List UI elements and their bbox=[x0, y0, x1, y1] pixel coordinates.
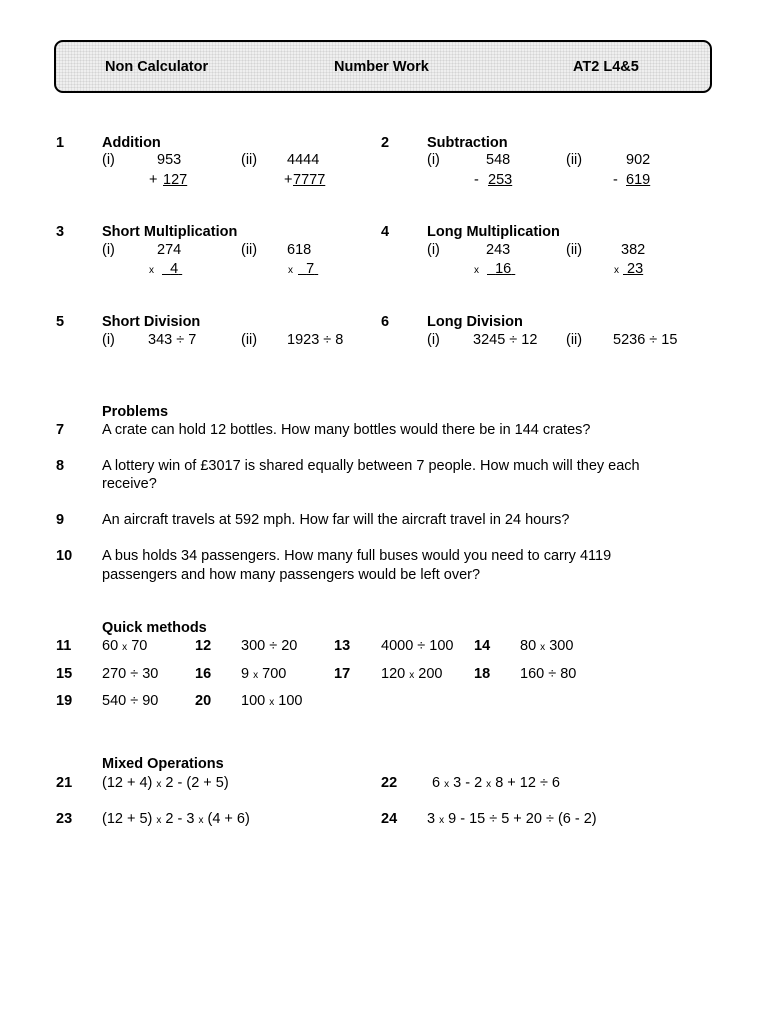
question-number: 2 bbox=[381, 135, 390, 151]
question-number: 5 bbox=[56, 314, 65, 330]
mixed-expr: (12 + 5) x 2 - 3 x (4 + 6) bbox=[102, 811, 250, 827]
part-i-label: (i) bbox=[427, 152, 440, 168]
question-number: 1 bbox=[56, 135, 65, 151]
quick-expr: 100 x 100 bbox=[241, 693, 303, 709]
part-ii-op: - bbox=[613, 172, 618, 188]
part-ii-label: (ii) bbox=[241, 152, 258, 168]
question-title: Long Division bbox=[427, 314, 523, 330]
part-ii-expr: 5236 ÷ 15 bbox=[613, 332, 678, 348]
question-number: 8 bbox=[56, 458, 65, 474]
problem-text-line2: passengers and how many passengers would be left over? bbox=[102, 567, 481, 583]
question-number: 7 bbox=[56, 422, 65, 438]
question-number: 20 bbox=[195, 693, 212, 709]
question-number: 13 bbox=[334, 638, 351, 654]
mixed-expr: 3 x 9 - 15 ÷ 5 + 20 ÷ (6 - 2) bbox=[427, 811, 597, 827]
problem-text: A crate can hold 12 bottles. How many bottles would there be in 144 crates? bbox=[102, 422, 591, 438]
header-center: Number Work bbox=[334, 59, 429, 75]
header-right: AT2 L4&5 bbox=[573, 59, 639, 75]
problem-text: An aircraft travels at 592 mph. How far will the aircraft travel in 24 hours? bbox=[102, 512, 570, 528]
problem-text-line1: A bus holds 34 passengers. How many full buses would you need to carry 4119 bbox=[102, 548, 612, 564]
quick-expr: 60 x 70 bbox=[102, 638, 148, 654]
part-i-bottom: 127 bbox=[163, 172, 188, 188]
part-ii-top: 902 bbox=[626, 152, 651, 168]
question-title: Short Division bbox=[102, 314, 201, 330]
mixed-expr: (12 + 4) x 2 - (2 + 5) bbox=[102, 775, 229, 791]
part-i-bottom: 4 bbox=[170, 261, 179, 277]
question-number: 24 bbox=[381, 811, 398, 827]
section-title: Quick methods bbox=[102, 620, 207, 636]
part-i-op: x bbox=[149, 265, 154, 276]
question-number: 21 bbox=[56, 775, 73, 791]
question-number: 19 bbox=[56, 693, 73, 709]
part-i-top: 274 bbox=[157, 242, 182, 258]
part-i-label: (i) bbox=[102, 242, 115, 258]
part-i-top: 243 bbox=[486, 242, 511, 258]
question-title: Addition bbox=[102, 135, 161, 151]
quick-expr: 4000 ÷ 100 bbox=[381, 638, 454, 654]
part-i-label: (i) bbox=[427, 332, 440, 348]
question-number: 14 bbox=[474, 638, 491, 654]
question-number: 17 bbox=[334, 666, 351, 682]
question-title: Short Multiplication bbox=[102, 224, 238, 240]
part-i-expr: 343 ÷ 7 bbox=[148, 332, 197, 348]
mixed-expr: 6 x 3 - 2 x 8 + 12 ÷ 6 bbox=[432, 775, 560, 791]
section-title: Problems bbox=[102, 404, 169, 420]
question-number: 10 bbox=[56, 548, 73, 564]
part-ii-label: (ii) bbox=[241, 242, 258, 258]
part-i-bottom: 253 bbox=[488, 172, 513, 188]
question-number: 23 bbox=[56, 811, 73, 827]
section-title: Mixed Operations bbox=[102, 756, 224, 772]
quick-expr: 9 x 700 bbox=[241, 666, 287, 682]
question-number: 12 bbox=[195, 638, 212, 654]
part-ii-bottom: 619 bbox=[626, 172, 651, 188]
question-number: 3 bbox=[56, 224, 65, 240]
header-box bbox=[54, 40, 712, 93]
quick-expr: 120 x 200 bbox=[381, 666, 443, 682]
part-i-label: (i) bbox=[427, 242, 440, 258]
part-ii-op: + bbox=[284, 172, 293, 188]
quick-expr: 270 ÷ 30 bbox=[102, 666, 159, 682]
question-title: Long Multiplication bbox=[427, 224, 560, 240]
part-ii-expr: 1923 ÷ 8 bbox=[287, 332, 344, 348]
problem-text-line1: A lottery win of £3017 is shared equally between 7 people. How much will they each bbox=[102, 458, 640, 474]
part-i-label: (i) bbox=[102, 332, 115, 348]
part-ii-bottom: 23 bbox=[627, 261, 644, 277]
part-i-expr: 3245 ÷ 12 bbox=[473, 332, 538, 348]
part-ii-top: 382 bbox=[621, 242, 646, 258]
part-i-op: - bbox=[474, 172, 479, 188]
question-title: Subtraction bbox=[427, 135, 508, 151]
question-number: 22 bbox=[381, 775, 398, 791]
question-number: 6 bbox=[381, 314, 390, 330]
quick-expr: 160 ÷ 80 bbox=[520, 666, 577, 682]
problem-text-line2: receive? bbox=[102, 476, 157, 492]
part-i-label: (i) bbox=[102, 152, 115, 168]
question-number: 9 bbox=[56, 512, 65, 528]
question-number: 4 bbox=[381, 224, 390, 240]
part-ii-label: (ii) bbox=[566, 242, 583, 258]
part-i-bottom: 16 bbox=[495, 261, 512, 277]
question-number: 11 bbox=[56, 638, 72, 654]
part-ii-label: (ii) bbox=[566, 332, 583, 348]
part-ii-bottom: 7777 bbox=[293, 172, 326, 188]
part-i-op: x bbox=[474, 265, 479, 276]
question-number: 16 bbox=[195, 666, 212, 682]
part-ii-top: 618 bbox=[287, 242, 312, 258]
part-i-top: 953 bbox=[157, 152, 182, 168]
quick-expr: 540 ÷ 90 bbox=[102, 693, 159, 709]
part-ii-op: x bbox=[614, 265, 619, 276]
part-ii-bottom: 7 bbox=[306, 261, 315, 277]
part-i-op: + bbox=[149, 172, 158, 188]
part-ii-top: 4444 bbox=[287, 152, 320, 168]
part-i-top: 548 bbox=[486, 152, 511, 168]
question-number: 18 bbox=[474, 666, 491, 682]
quick-expr: 80 x 300 bbox=[520, 638, 574, 654]
part-ii-op: x bbox=[288, 265, 293, 276]
question-number: 15 bbox=[56, 666, 73, 682]
header-left: Non Calculator bbox=[105, 59, 209, 75]
quick-expr: 300 ÷ 20 bbox=[241, 638, 298, 654]
part-ii-label: (ii) bbox=[566, 152, 583, 168]
part-ii-label: (ii) bbox=[241, 332, 258, 348]
